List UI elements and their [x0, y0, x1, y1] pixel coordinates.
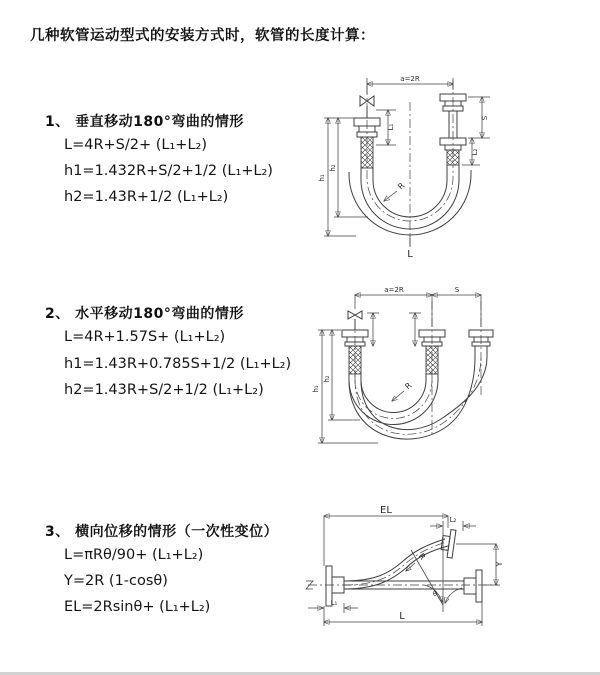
- section-2-heading: 2、 水平移动180°弯曲的情形: [45, 306, 244, 322]
- d2-small-fitting-dimensions: [367, 313, 421, 346]
- d1-length-label: [407, 235, 413, 260]
- d3-dim-label-el: EL: [380, 505, 392, 516]
- d2-hose-position-1: [349, 374, 438, 425]
- section-3-formula-EL: EL=2Rsinθ+ (L₁+L₂): [64, 599, 211, 615]
- d3-dim-label-l2: L₂: [449, 516, 457, 524]
- d3-centerline: [306, 581, 498, 589]
- d1-radius-callout: [384, 181, 407, 201]
- section-2-formula-L: L=4R+1.57S+ (L₁+L₂): [64, 329, 226, 345]
- d1-right-braid: [447, 150, 459, 165]
- d2-valve-icon: [348, 311, 362, 330]
- d3-y-dimension: [456, 544, 504, 585]
- d3-radius-callout: [406, 552, 428, 571]
- d2-dim-label-h1: h₁: [312, 385, 320, 393]
- d2-dim-label-h2: h₂: [323, 375, 331, 383]
- d3-dim-label-l1: L₁: [330, 599, 338, 607]
- d1-dim-label-a2r: a=2R: [400, 75, 420, 83]
- d2-dim-label-s: S: [454, 286, 460, 294]
- d3-l1-dimension: [308, 599, 358, 613]
- d1-dim-label-l2: L₂: [471, 148, 479, 156]
- section-1-formula-L: L=4R+S/2+ (L₁+L₂): [64, 137, 207, 153]
- diagram-2-horizontal-180-bend: [308, 285, 593, 460]
- d3-right-flange: [464, 570, 482, 602]
- d3-l-dimension: [324, 602, 482, 626]
- d1-dim-label-h2: h₂: [329, 164, 337, 172]
- d2-middle-fitting: [419, 330, 445, 374]
- d2-top-dimensions: [355, 286, 481, 327]
- d3-label-theta: θ: [432, 590, 438, 598]
- d2-label-r: R: [403, 380, 414, 392]
- section-2-formula-h1: h1=1.43R+0.785S+1/2 (L₁+L₂): [64, 356, 292, 372]
- d3-el-dimension: [324, 505, 448, 566]
- d3-l2-dimension: [430, 516, 476, 531]
- section-1-heading: 1、 垂直移动180°弯曲的情形: [45, 114, 244, 130]
- section-1-formula-h2: h2=1.43R+1/2 (L₁+L₂): [64, 189, 229, 205]
- d2-radius-callout: [392, 381, 414, 401]
- section-3-formula-Y: Y=2R (1-cosθ): [64, 573, 168, 589]
- d1-left-braid: [361, 137, 373, 168]
- diagram-3-lateral-displacement: [296, 500, 596, 655]
- d1-left-l1-dimension: [376, 110, 396, 145]
- d2-left-fitting: [342, 330, 368, 374]
- d2-middle-braid: [426, 346, 438, 374]
- d1-left-fitting: [354, 118, 380, 168]
- diagram-1-vertical-180-bend: [310, 70, 590, 265]
- d3-dim-label-l: L: [399, 611, 405, 622]
- d1-label-l: L: [407, 249, 413, 260]
- d1-label-r: R: [396, 180, 407, 192]
- section-1-formula-h1: h1=1.432R+S/2+1/2 (L₁+L₂): [64, 163, 273, 179]
- d1-dim-label-l1: L₁: [387, 123, 395, 131]
- section-3-formula-L: L=πRθ/90+ (L₁+L₂): [64, 547, 204, 563]
- d3-dim-label-y: Y: [495, 561, 504, 567]
- d1-dim-label-s: S: [481, 115, 489, 121]
- section-2-formula-h2: h2=1.43R+S/2+1/2 (L₁+L₂): [64, 382, 264, 398]
- d2-dim-label-a2r: a=2R: [384, 286, 404, 294]
- d3-label-r: R: [416, 551, 428, 562]
- d1-top-dimension: [367, 75, 453, 94]
- section-3-heading: 3、 横向位移的情形（一次性变位）: [45, 524, 279, 540]
- page-title: 几种软管运动型式的安装方式时，软管的长度计算：: [30, 28, 375, 44]
- d2-left-braid: [349, 346, 361, 374]
- d1-dim-label-h1: h₁: [318, 174, 326, 182]
- d1-centerlines: [367, 80, 453, 248]
- d1-right-dimensions: [462, 97, 490, 165]
- d2-hose-position-2: [349, 357, 487, 439]
